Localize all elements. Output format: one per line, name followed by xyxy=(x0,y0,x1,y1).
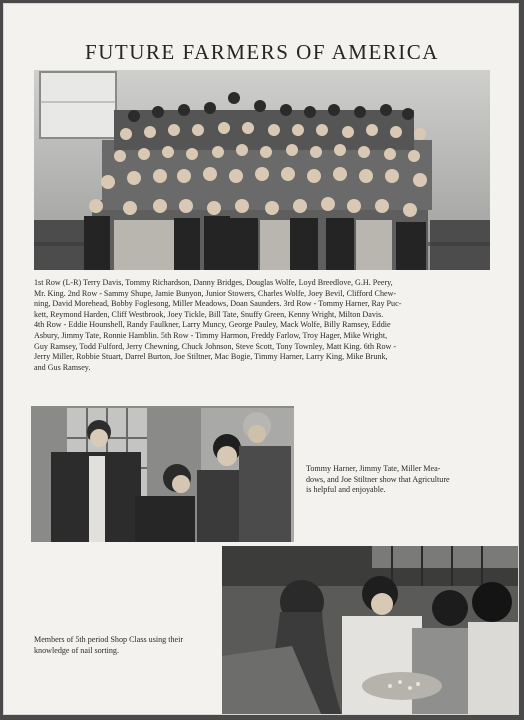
agriculture-photo xyxy=(31,406,294,542)
caption-line: Mr. King. 2nd Row - Sammy Shupe, Jamie Bunyon, Junior Stowers, Charles Wolfe, Joey Bevil, Clifford Chew- xyxy=(34,288,397,298)
caption-line: 4th Row - Eddie Hounshell, Randy Faulkner, Larry Muncy, George Pauley, Mack Wolfe, Billy Ramsey, Eddie xyxy=(34,320,391,330)
caption-line: Asbury, Jimmy Tate, Ronnie Hamblin. 5th Row - Timmy Harmon, Freddy Farlow, Troy Hager, Mike Wright, xyxy=(34,330,388,340)
caption-line: and Gus Ramsey. xyxy=(34,362,91,372)
caption-line: ning, David Morehead, Bobby Foglesong, Miller Meadows, Doan Saunders. 3rd Row - Tommy Harner, Ray Puc- xyxy=(34,299,402,309)
caption-line: Jerry Miller, Robbie Stuart, Darrel Burton, Joe Stiltner, Mac Bogie, Timmy Harner, Larry King, Mike Brunk, xyxy=(34,352,388,362)
caption-line: dows, and Joe Stiltner show that Agriculture xyxy=(306,474,450,484)
caption-line: Tommy Harner, Jimmy Tate, Miller Mea- xyxy=(306,464,441,473)
yearbook-page xyxy=(3,3,519,715)
caption-line: 1st Row (L-R) Terry Davis, Tommy Richardson, Danny Bridges, Douglas Wolfe, Loyd Breedlove, G.H. Peery, xyxy=(34,278,393,287)
page-title: FUTURE FARMERS OF AMERICA xyxy=(85,40,439,64)
caption-line: kett, Reymond Harden, Cliff Westbrook, Joey Tickle, Bill Tate, Snuffy Green, Kenny Wright, Milton Davis. xyxy=(34,309,384,319)
caption-line: Members of 5th period Shop Class using their xyxy=(34,635,184,644)
shop-class-photo xyxy=(222,546,519,715)
group-photo xyxy=(34,70,490,270)
caption-line: Guy Ramsey, Todd Fulford, Jerry Chewning, Chuck Johnson, Steve Scott, Tony Townley, Matt King. 6th Row - xyxy=(34,341,397,351)
group-photo-caption xyxy=(34,278,490,373)
shop-class-photo-caption xyxy=(34,635,220,656)
caption-line: is helpful and enjoyable. xyxy=(306,485,386,495)
caption-line: knowledge of nail sorting. xyxy=(34,645,119,655)
agriculture-photo-caption xyxy=(306,464,488,496)
